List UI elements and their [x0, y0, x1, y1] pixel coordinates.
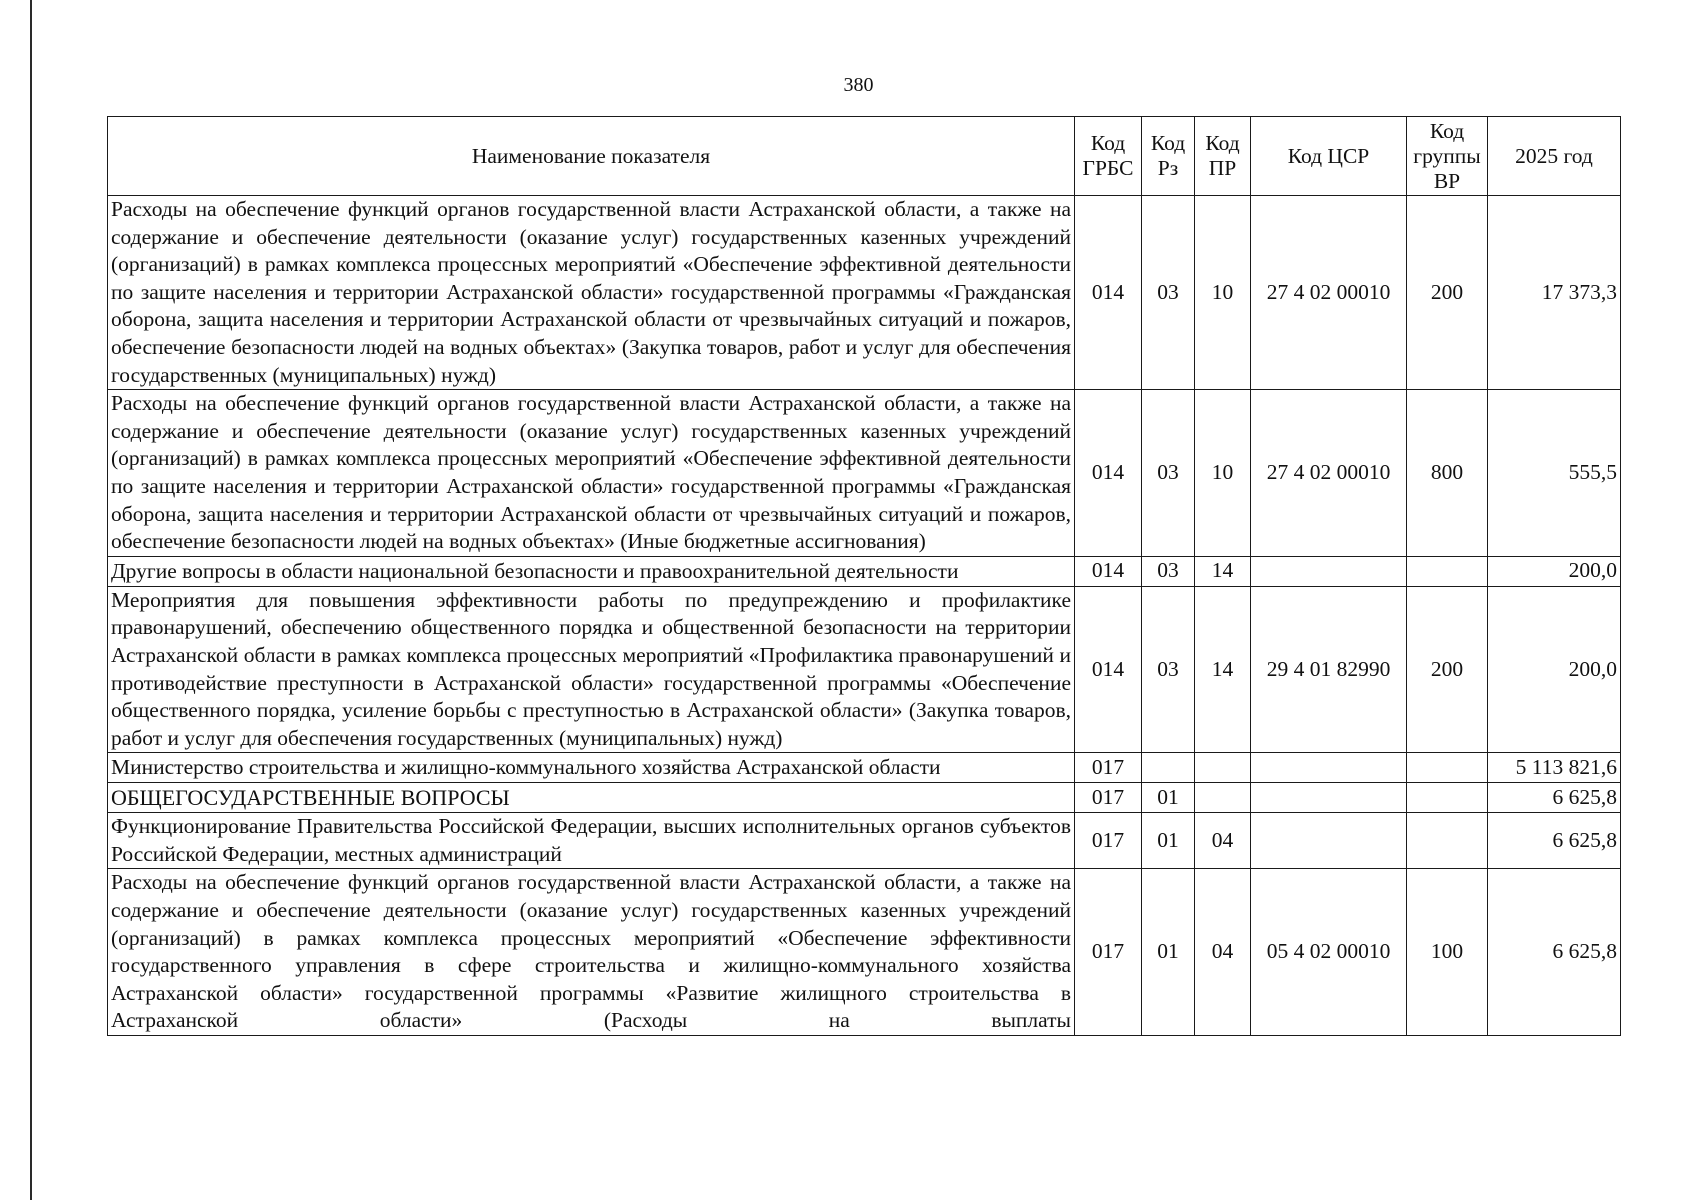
row-vr: 200: [1407, 586, 1488, 753]
row-amount: 200,0: [1488, 556, 1621, 586]
table-row: [108, 869, 1621, 1036]
row-grbs: 017: [1075, 753, 1142, 783]
row-csr: [1251, 753, 1407, 783]
row-name: Расходы на обеспечение функций органов государственной власти Астраханской области, а также на содержание и обеспечение деятельности (оказание услуг) государственных казенных учреждений (организаций) в рамках комплекса процессных мероприятий «Обеспечение эффективности государственного управления в сфере строительства и жилищно-коммунального хозяйства Астраханской области» государственной программы «Развитие жилищного строительства в Астраханской области» (Расходы на выплаты: [108, 869, 1075, 1036]
row-grbs: 014: [1075, 586, 1142, 753]
header-pr: Код ПР: [1195, 117, 1251, 196]
row-grbs: 014: [1075, 390, 1142, 557]
row-name: Другие вопросы в области национальной безопасности и правоохранительной деятельности: [108, 556, 1075, 586]
row-rz: 03: [1142, 390, 1195, 557]
row-vr: [1407, 753, 1488, 783]
row-name: Министерство строительства и жилищно-коммунального хозяйства Астраханской области: [108, 753, 1075, 783]
table-row: [108, 556, 1621, 586]
budget-table: [107, 116, 1621, 1036]
row-pr: 04: [1195, 869, 1251, 1036]
row-pr: 14: [1195, 556, 1251, 586]
row-csr: 27 4 02 00010: [1251, 196, 1407, 390]
header-grbs: Код ГРБС: [1075, 117, 1142, 196]
row-amount: 17 373,3: [1488, 196, 1621, 390]
row-vr: 100: [1407, 869, 1488, 1036]
page-number: 380: [843, 74, 874, 96]
row-grbs: 017: [1075, 783, 1142, 813]
table-row: [108, 390, 1621, 557]
row-csr: 05 4 02 00010: [1251, 869, 1407, 1036]
row-pr: 10: [1195, 196, 1251, 390]
row-amount: 555,5: [1488, 390, 1621, 557]
row-grbs: 014: [1075, 196, 1142, 390]
header-rz: Код Рз: [1142, 117, 1195, 196]
row-vr: [1407, 556, 1488, 586]
row-rz: 01: [1142, 869, 1195, 1036]
row-name: Расходы на обеспечение функций органов государственной власти Астраханской области, а также на содержание и обеспечение деятельности (оказание услуг) государственных казенных учреждений (организаций) в рамках комплекса процессных мероприятий «Обеспечение эффективной деятельности по защите населения и территории Астраханской области» государственной программы «Гражданская оборона, защита населения и территории Астраханской области от чрезвычайных ситуаций и пожаров, обеспечение безопасности людей на водных объектах» (Иные бюджетные ассигнования): [108, 390, 1075, 557]
row-csr: 27 4 02 00010: [1251, 390, 1407, 557]
row-pr: 14: [1195, 586, 1251, 753]
row-pr: 10: [1195, 390, 1251, 557]
row-name: ОБЩЕГОСУДАРСТВЕННЫЕ ВОПРОСЫ: [108, 783, 1075, 813]
row-name: Мероприятия для повышения эффективности работы по предупреждению и профилактике правонарушений, обеспечению общественного порядка и общественной безопасности на территории Астраханской области в рамках комплекса процессных мероприятий «Профилактика правонарушений и противодействие преступности в Астраханской области» государственной программы «Обеспечение общественного порядка, усиление борьбы с преступностью в Астраханской области» (Закупка товаров, работ и услуг для обеспечения государственных (муниципальных) нужд): [108, 586, 1075, 753]
row-name: Функционирование Правительства Российской Федерации, высших исполнительных органов субъектов Российской Федерации, местных администраций: [108, 813, 1075, 869]
row-grbs: 017: [1075, 869, 1142, 1036]
row-grbs: 014: [1075, 556, 1142, 586]
table-header-row: [108, 117, 1621, 196]
table-row: [108, 783, 1621, 813]
row-csr: [1251, 783, 1407, 813]
header-csr: Код ЦСР: [1251, 117, 1407, 196]
row-amount: 6 625,8: [1488, 783, 1621, 813]
row-amount: 5 113 821,6: [1488, 753, 1621, 783]
row-grbs: 017: [1075, 813, 1142, 869]
row-amount: 200,0: [1488, 586, 1621, 753]
row-csr: [1251, 813, 1407, 869]
row-rz: 03: [1142, 586, 1195, 753]
table-row: [108, 196, 1621, 390]
row-rz: [1142, 753, 1195, 783]
header-vr: Код группы ВР: [1407, 117, 1488, 196]
row-rz: 03: [1142, 196, 1195, 390]
row-pr: [1195, 783, 1251, 813]
row-pr: 04: [1195, 813, 1251, 869]
row-vr: [1407, 813, 1488, 869]
row-pr: [1195, 753, 1251, 783]
row-rz: 01: [1142, 813, 1195, 869]
table-row: [108, 813, 1621, 869]
row-name: Расходы на обеспечение функций органов государственной власти Астраханской области, а также на содержание и обеспечение деятельности (оказание услуг) государственных казенных учреждений (организаций) в рамках комплекса процессных мероприятий «Обеспечение эффективной деятельности по защите населения и территории Астраханской области» государственной программы «Гражданская оборона, защита населения и территории Астраханской области от чрезвычайных ситуаций и пожаров, обеспечение безопасности людей на водных объектах» (Закупка товаров, работ и услуг для обеспечения государственных (муниципальных) нужд): [108, 196, 1075, 390]
row-rz: 03: [1142, 556, 1195, 586]
table-row: [108, 753, 1621, 783]
row-vr: [1407, 783, 1488, 813]
row-csr: 29 4 01 82990: [1251, 586, 1407, 753]
row-csr: [1251, 556, 1407, 586]
binding-margin-line: [30, 0, 32, 1200]
row-amount: 6 625,8: [1488, 813, 1621, 869]
row-vr: 800: [1407, 390, 1488, 557]
row-amount: 6 625,8: [1488, 869, 1621, 1036]
table-row: [108, 586, 1621, 753]
row-vr: 200: [1407, 196, 1488, 390]
header-year: 2025 год: [1488, 117, 1621, 196]
header-name: Наименование показателя: [108, 117, 1075, 196]
row-rz: 01: [1142, 783, 1195, 813]
